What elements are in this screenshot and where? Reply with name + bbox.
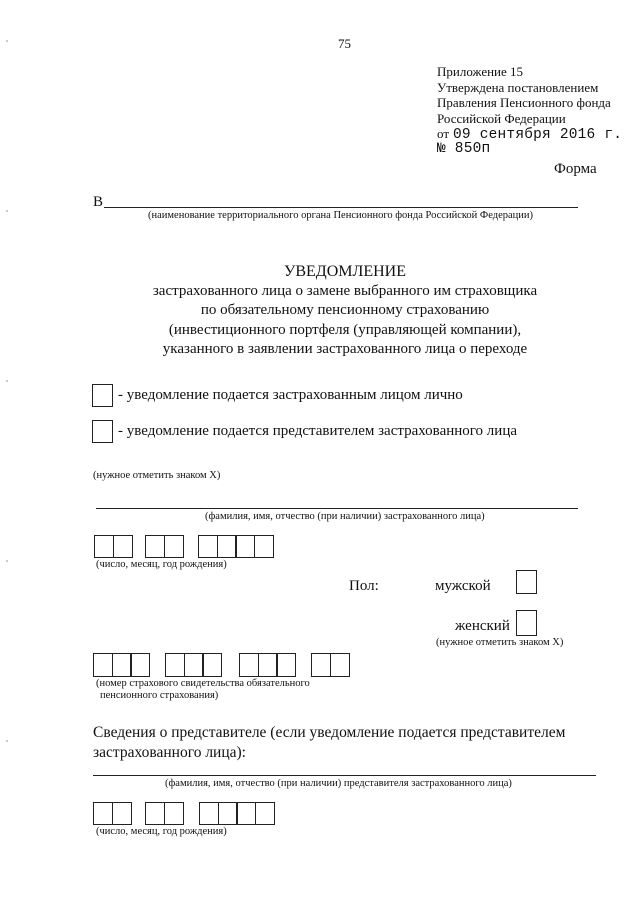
approval-number: № 850п <box>437 140 491 157</box>
digit-cell[interactable] <box>276 653 296 677</box>
gender-female-label: женский <box>455 618 510 634</box>
insured-month-cells[interactable] <box>145 535 182 558</box>
digit-cell[interactable] <box>239 653 259 677</box>
digit-cell[interactable] <box>112 653 132 677</box>
snils-caption <box>96 678 310 702</box>
digit-cell[interactable] <box>94 535 114 558</box>
digit-cell[interactable] <box>254 535 274 558</box>
title-line: указанного в заявлении застрахованного лица о переходе <box>162 341 528 357</box>
representative-heading-line: Сведения о представителе (если уведомление подается представителем <box>93 724 566 741</box>
scan-mark <box>6 40 8 42</box>
form-label: Форма <box>554 161 597 177</box>
digit-cell[interactable] <box>184 653 204 677</box>
document-title <box>60 262 630 360</box>
insured-year-cells[interactable] <box>198 535 273 558</box>
approval-line: Российской Федерации <box>437 110 566 126</box>
female-checkbox[interactable] <box>516 610 537 636</box>
scan-mark <box>6 380 8 382</box>
representative-name-caption: (фамилия, имя, отчество (при наличии) представителя застрахованного лица) <box>165 778 512 789</box>
insured-name-caption: (фамилия, имя, отчество (при наличии) застрахованного лица) <box>205 511 485 522</box>
title-line: по обязательному пенсионному страхованию <box>200 302 490 318</box>
addressee-field[interactable] <box>104 207 578 208</box>
page-number: 75 <box>338 36 351 51</box>
male-checkbox[interactable] <box>516 570 537 594</box>
representative-heading-line: застрахованного лица): <box>93 744 246 761</box>
gender-label: Пол: <box>349 578 379 594</box>
snils-group-2[interactable] <box>165 653 221 677</box>
digit-cell[interactable] <box>202 653 222 677</box>
representative-heading <box>93 723 598 763</box>
representative-checkbox[interactable] <box>92 420 113 443</box>
digit-cell[interactable] <box>235 535 255 558</box>
digit-cell[interactable] <box>113 535 133 558</box>
digit-cell[interactable] <box>112 802 132 825</box>
digit-cell[interactable] <box>198 535 218 558</box>
title-line: застрахованного лица о замене выбранного им страховщика <box>152 282 538 299</box>
title-heading: УВЕДОМЛЕНИЕ <box>284 263 406 280</box>
approval-line: Правления Пенсионного фонда <box>437 95 611 110</box>
approval-date-value: 09 сентября 2016 г. <box>453 127 623 143</box>
digit-cell[interactable] <box>145 802 165 825</box>
digit-cell[interactable] <box>164 535 184 558</box>
gender-male-label: мужской <box>435 578 491 594</box>
digit-cell[interactable] <box>93 802 113 825</box>
digit-cell[interactable] <box>164 802 184 825</box>
scan-mark <box>6 210 8 212</box>
representative-month-cells[interactable] <box>145 802 182 825</box>
digit-cell[interactable] <box>258 653 278 677</box>
digit-cell[interactable] <box>145 535 165 558</box>
snils-caption-line: (номер страхового свидетельства обязательного <box>96 678 310 689</box>
digit-cell[interactable] <box>330 653 350 677</box>
approval-date-prefix: от <box>437 126 450 141</box>
option-representative-label: - уведомление подается представителем застрахованного лица <box>118 423 518 439</box>
representative-dob-caption: (число, месяц, год рождения) <box>96 826 227 837</box>
snils-group-1[interactable] <box>93 653 149 677</box>
digit-cell[interactable] <box>255 802 275 825</box>
digit-cell[interactable] <box>165 653 185 677</box>
approval-line: Утверждена постановлением <box>437 79 599 95</box>
title-line: (инвестиционного портфеля (управляющей компании), <box>168 321 522 338</box>
digit-cell[interactable] <box>93 653 113 677</box>
snils-group-3[interactable] <box>239 653 295 677</box>
representative-day-cells[interactable] <box>93 802 130 825</box>
options-hint: (нужное отметить знаком X) <box>93 470 221 481</box>
digit-cell[interactable] <box>199 802 219 825</box>
scan-mark <box>6 560 8 562</box>
scan-mark <box>6 740 8 742</box>
gender-hint: (нужное отметить знаком X) <box>436 637 564 648</box>
representative-year-cells[interactable] <box>199 802 274 825</box>
digit-cell[interactable] <box>218 802 238 825</box>
option-personal-label: - уведомление подается застрахованным лицом лично <box>118 387 463 403</box>
insured-name-field[interactable] <box>96 508 578 509</box>
approval-block <box>437 64 622 157</box>
snils-group-4[interactable] <box>311 653 348 677</box>
digit-cell[interactable] <box>311 653 331 677</box>
insured-day-cells[interactable] <box>94 535 131 558</box>
digit-cell[interactable] <box>130 653 150 677</box>
approval-line: Приложение 15 <box>437 64 524 79</box>
addressee-prefix: В <box>93 194 104 210</box>
digit-cell[interactable] <box>236 802 256 825</box>
digit-cell[interactable] <box>217 535 237 558</box>
representative-name-field[interactable] <box>93 775 596 776</box>
personal-checkbox[interactable] <box>92 384 113 407</box>
insured-dob-caption: (число, месяц, год рождения) <box>96 559 227 570</box>
snils-caption-line: пенсионного страхования) <box>100 690 219 701</box>
addressee-caption: (наименование территориального органа Пенсионного фонда Российской Федерации) <box>148 210 534 221</box>
